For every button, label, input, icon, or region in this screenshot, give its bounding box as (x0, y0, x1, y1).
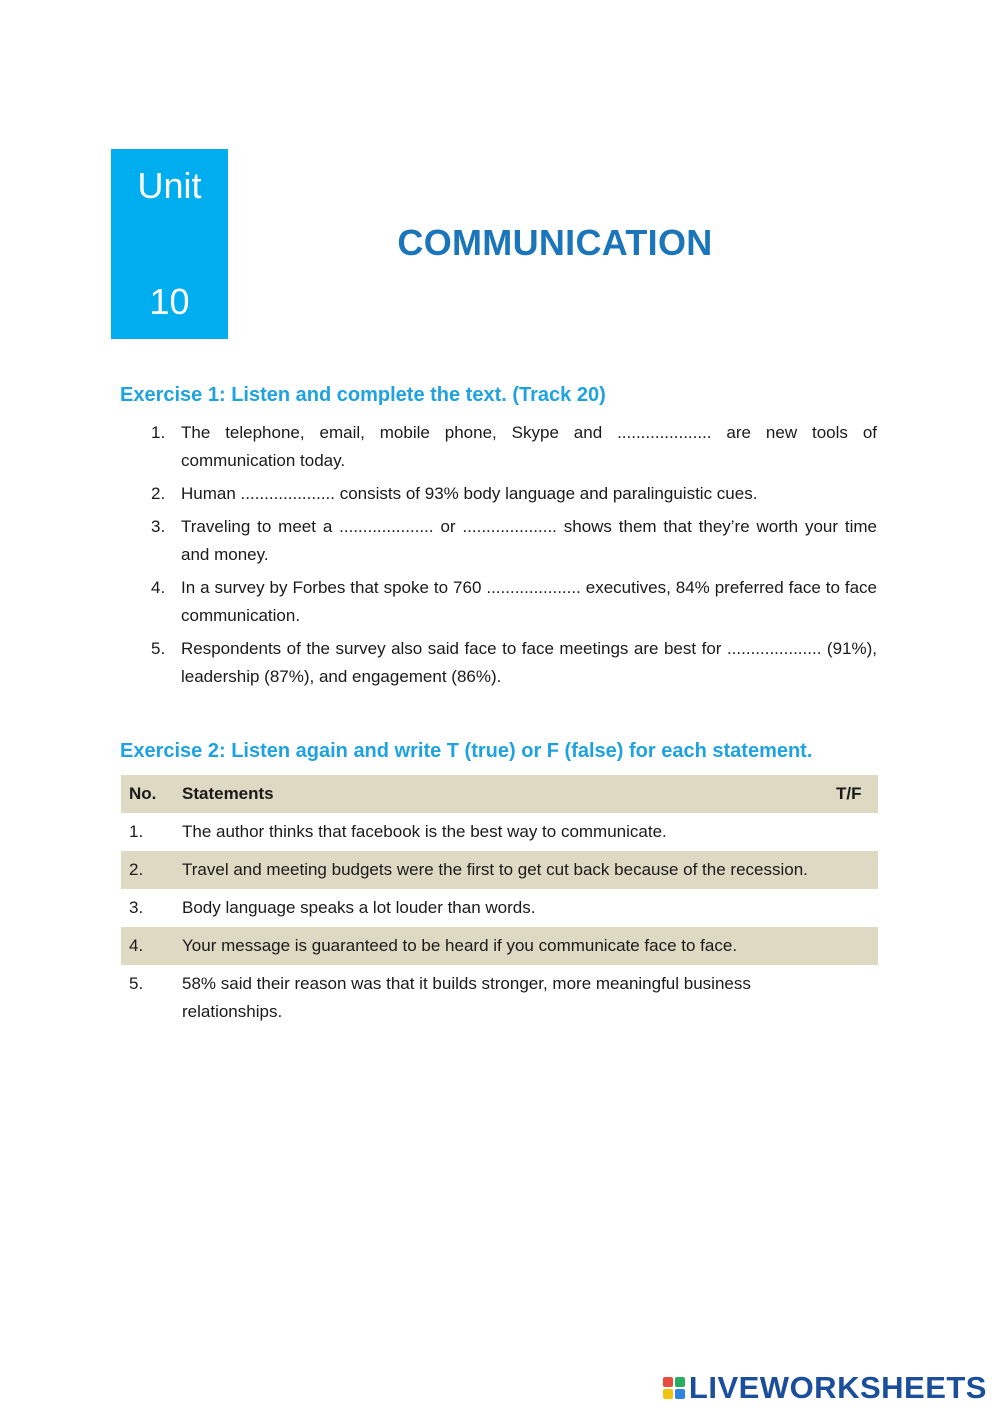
item-number: 3. (151, 517, 166, 536)
table-header-row (121, 775, 878, 813)
unit-label: Unit (137, 165, 202, 206)
row-tf-answer[interactable] (828, 813, 878, 851)
item-text: Human .................... consists of 93% body language and paralinguistic cues. (181, 484, 758, 503)
row-tf-answer[interactable] (828, 851, 878, 889)
exercise-1-list (146, 419, 877, 696)
list-item (146, 419, 877, 475)
liveworksheets-logo-icon (663, 1377, 685, 1399)
list-item (146, 480, 877, 508)
row-number: 3. (129, 898, 144, 917)
row-statement: Body language speaks a lot louder than words. (182, 898, 536, 917)
header-no: No. (121, 775, 174, 813)
row-number: 4. (121, 927, 174, 965)
logo-text: LIVEWORKSHEETS (688, 1370, 987, 1405)
table-row (121, 965, 878, 1031)
item-number: 2. (151, 484, 166, 503)
row-statement: Travel and meeting budgets were the first to get cut back because of the recession. (174, 851, 828, 889)
header-statements: Statements (174, 775, 828, 813)
exercise-2-heading: Exercise 2: Listen again and write T (true) or F (false) for each statement. (120, 740, 813, 762)
row-statement: 58% said their reason was that it builds stronger, more meaningful business relationships. (182, 974, 751, 1021)
item-number: 5. (151, 639, 166, 658)
row-tf-answer[interactable] (828, 965, 878, 1031)
item-text: The telephone, email, mobile phone, Skype and .................... are new tools of communication today. (181, 423, 877, 470)
table-row (121, 851, 878, 889)
row-number: 2. (121, 851, 174, 889)
statements-table (121, 775, 878, 1031)
item-text: In a survey by Forbes that spoke to 760 .................... executives, 84% preferred face to face communication. (181, 578, 877, 625)
liveworksheets-logo[interactable] (663, 1370, 987, 1406)
unit-badge (111, 149, 228, 339)
row-tf-answer[interactable] (828, 889, 878, 927)
item-text: Traveling to meet a .................... or .................... shows them that they’re worth your time and money. (181, 517, 877, 564)
page-title: COMMUNICATION (397, 222, 713, 263)
list-item (146, 635, 877, 691)
table-row (121, 889, 878, 927)
row-statement: The author thinks that facebook is the best way to communicate. (182, 822, 667, 841)
list-item (146, 574, 877, 630)
row-number: 1. (129, 822, 144, 841)
item-number: 1. (151, 423, 166, 442)
row-tf-answer[interactable] (828, 927, 878, 965)
row-number: 5. (129, 974, 144, 993)
item-text: Respondents of the survey also said face to face meetings are best for .................... (91%), leadership (87%), and engagement (86%). (181, 639, 877, 686)
exercise-1-heading: Exercise 1: Listen and complete the text. (Track 20) (120, 384, 606, 406)
item-number: 4. (151, 578, 166, 597)
header-tf: T/F (828, 775, 878, 813)
list-item (146, 513, 877, 569)
row-statement: Your message is guaranteed to be heard if you communicate face to face. (174, 927, 828, 965)
table-row (121, 813, 878, 851)
unit-number: 10 (149, 281, 190, 322)
table-row (121, 927, 878, 965)
